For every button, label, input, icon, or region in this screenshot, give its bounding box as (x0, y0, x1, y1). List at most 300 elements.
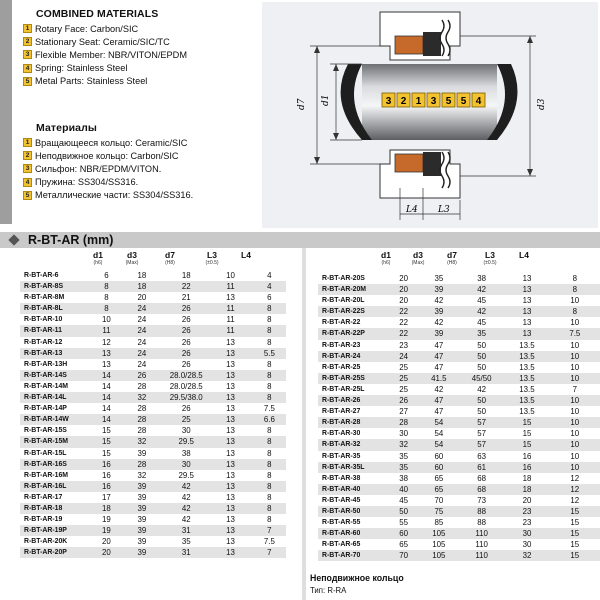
dimension-cell: 13 (226, 426, 235, 436)
dimension-cell: 4 (253, 281, 286, 292)
table-row (318, 328, 600, 339)
number-badge-icon: 2 (23, 151, 32, 160)
dimension-cell: 14 (93, 414, 120, 425)
dimension-cell: 16 (102, 470, 111, 480)
dimension-cell: 8 (253, 325, 286, 336)
dimension-cell: 50 (477, 407, 487, 417)
model-code-cell: R-BT-AR-50 (318, 506, 389, 517)
dimension-cell: 18 (522, 473, 532, 483)
dimension-cell: 13 (208, 481, 252, 492)
model-code-cell: R-BT-AR-16L (20, 481, 93, 492)
model-code-cell: R-BT-AR-16S (20, 459, 93, 470)
dimension-cell: 35 (434, 274, 444, 283)
table-row (20, 270, 286, 281)
dimension-cell: 13.5 (519, 407, 535, 417)
table-row (318, 517, 600, 528)
dimension-cell: 26 (181, 404, 191, 414)
model-code-cell: R-BT-AR-27 (322, 408, 361, 416)
dimension-cell: 7.5 (263, 537, 275, 547)
table-row (318, 473, 600, 484)
model-code-cell: R-BT-AR-32 (318, 439, 389, 450)
model-code-cell: R-BT-AR-17 (24, 493, 63, 501)
dimension-cell: 6 (267, 293, 272, 303)
model-code-cell: R-BT-AR-13 (20, 348, 93, 359)
dimension-cell: 20 (399, 274, 408, 283)
dimension-cell: 8 (253, 370, 286, 381)
dimension-cell: 38 (181, 448, 191, 458)
column-header-tolerance: (h6) (381, 260, 391, 266)
dimension-cell: 26 (164, 303, 208, 314)
dimension-cell: 39 (137, 448, 147, 458)
dimension-cell: 10 (570, 429, 580, 439)
dimension-cell: 8 (253, 481, 286, 492)
dimension-cell: 20 (137, 293, 147, 303)
dimension-cell: 31 (164, 547, 208, 558)
dimension-cell: 18 (137, 271, 147, 280)
dimension-cell: 39 (419, 284, 459, 295)
dimension-cell: 24 (389, 351, 419, 362)
dimension-cell: 18 (93, 503, 120, 514)
number-badge-icon: 4 (23, 64, 32, 73)
model-code-cell: R-BT-AR-20K (24, 538, 68, 546)
model-code-cell: R-BT-AR-20S (322, 275, 365, 282)
dimension-cell: 73 (477, 495, 487, 505)
dimension-cell: 15 (93, 436, 120, 447)
model-code-cell: R-BT-AR-65 (322, 541, 361, 549)
column-header-tolerance: (±0.5) (205, 260, 219, 266)
table-row (318, 428, 600, 439)
dimension-cell: 39 (120, 547, 164, 558)
column-header-label: d3 (127, 250, 137, 260)
dimension-cell: 20 (389, 284, 419, 295)
model-code-cell: R-BT-AR-25 (322, 363, 361, 371)
table-row (20, 414, 286, 425)
dimension-cell: 14 (93, 392, 120, 403)
model-code-cell: R-BT-AR-38 (322, 474, 361, 482)
dimension-cell: 57 (477, 429, 487, 439)
column-header (120, 250, 144, 266)
material-text: Flexible Member: NBR/VITON/EPDM (35, 49, 187, 60)
model-code-cell: R-BT-AR-26 (318, 395, 389, 406)
material-item (25, 176, 193, 189)
dimension-cell: 13 (208, 459, 252, 470)
dimension-cell: 10 (102, 315, 111, 325)
dimension-cell: 50 (477, 340, 487, 350)
dimension-cell: 13 (226, 537, 235, 547)
dimension-cell: 26 (120, 370, 164, 381)
dimension-cell: 13.5 (504, 395, 549, 406)
table-row (318, 495, 600, 506)
model-code-cell: R-BT-AR-15M (20, 436, 93, 447)
table-row (20, 492, 286, 503)
table-row (20, 425, 286, 436)
dimension-cell: 8 (267, 426, 272, 436)
dimension-cell: 23 (522, 518, 532, 528)
dimension-cell: 24 (120, 325, 164, 336)
dimension-cell: 13 (226, 359, 235, 369)
material-text: Metal Parts: Stainless Steel (35, 76, 148, 87)
table-row (318, 528, 600, 539)
dimension-cell: 8 (267, 359, 272, 369)
dimension-cell: 18 (181, 271, 191, 280)
column-header-label: d7 (447, 250, 457, 260)
dimension-cell: 10 (550, 373, 600, 384)
dimension-cell: 50 (477, 362, 487, 372)
dimension-cell: 8 (253, 436, 286, 447)
dimension-cell: 45/50 (459, 373, 504, 384)
model-code-cell: R-BT-AR-19 (24, 516, 63, 524)
materials-en-section (25, 8, 187, 88)
table-row (318, 417, 600, 428)
dimension-cell: 28 (137, 404, 147, 414)
dimension-cell: 13 (504, 284, 549, 295)
dimension-cell: 30 (522, 540, 532, 550)
dimension-cell: 10 (226, 271, 235, 280)
dimension-cell: 16 (93, 459, 120, 470)
number-badge-icon: 1 (23, 138, 32, 147)
dim-label-d7: d7 (297, 98, 307, 110)
dimension-cell: 13 (208, 414, 252, 425)
dimension-cell: 14 (102, 381, 111, 391)
model-code-cell: R-BT-AR-14W (20, 414, 93, 425)
model-code-cell: R-BT-AR-20M (318, 284, 389, 295)
dimension-cell: 8 (267, 337, 272, 347)
dimension-cell: 110 (475, 540, 488, 550)
dimension-cell: 7.5 (263, 404, 275, 414)
table-title-bar (0, 232, 600, 248)
dimension-cell: 68 (477, 473, 487, 483)
column-header (374, 250, 398, 266)
model-code-cell: R-BT-AR-15S (24, 427, 67, 435)
material-text: Металлические части: SS304/SS316. (35, 190, 194, 201)
right-spec-table (318, 273, 600, 561)
table-row (20, 314, 286, 325)
table-row (20, 292, 286, 303)
model-code-cell: R-BT-AR-11 (20, 325, 93, 336)
dimension-cell: 15 (504, 417, 549, 428)
dimension-cell: 12 (550, 484, 600, 495)
table-row (318, 295, 600, 306)
table-row (20, 525, 286, 536)
dimension-cell: 42 (434, 296, 444, 306)
table-row (20, 403, 286, 414)
part-badge-number: 5 (460, 96, 467, 107)
dimension-cell: 10 (570, 296, 580, 306)
part-badge-number: 3 (385, 96, 392, 107)
column-header-label: L4 (241, 250, 251, 260)
dimension-cell: 47 (419, 351, 459, 362)
table-row (318, 362, 600, 373)
model-code-cell: R-BT-AR-15L (24, 449, 67, 457)
materials-ru-title: Материалы (36, 122, 97, 134)
model-code-cell: R-BT-AR-22 (322, 319, 361, 327)
model-code-cell: R-BT-AR-19P (20, 525, 93, 536)
dimension-cell: 6 (104, 271, 109, 280)
dimension-cell: 7.5 (550, 328, 600, 339)
dimension-cell: 42 (477, 384, 487, 394)
dimension-cell: 65 (419, 484, 459, 495)
dimension-cell: 70 (434, 495, 444, 505)
column-header (158, 250, 182, 266)
dimension-cell: 63 (477, 451, 487, 461)
material-text: Rotary Face: Carbon/SIC (35, 23, 139, 34)
table-row (20, 381, 286, 392)
dimension-cell: 31 (164, 525, 208, 536)
dimension-cell: 42 (434, 384, 444, 394)
housing-top (380, 12, 460, 60)
dimension-cell: 28 (389, 417, 419, 428)
dimension-cell: 13 (208, 503, 252, 514)
dimension-cell: 65 (399, 540, 408, 550)
dimension-cell: 13 (226, 492, 235, 502)
dimension-cell: 50 (459, 351, 504, 362)
dimension-cell: 28 (120, 414, 164, 425)
dimension-cell: 39 (419, 328, 459, 339)
material-item (25, 189, 194, 202)
dimension-cell: 22 (389, 306, 419, 317)
dimension-cell: 50 (389, 506, 419, 517)
table-row (318, 384, 600, 395)
dimension-cell: 25 (399, 384, 408, 394)
dimension-cell: 13.5 (519, 362, 535, 372)
dimension-cell: 85 (434, 518, 444, 528)
dimension-cell: 28.0/28.5 (164, 370, 208, 381)
dimension-cell: 13 (522, 296, 532, 306)
dimension-cell: 26 (181, 359, 191, 369)
dimension-cell: 8 (253, 459, 286, 470)
material-text: Stationary Seat: Ceramic/SIC/TC (35, 36, 170, 47)
dimension-cell: 22 (164, 281, 208, 292)
column-header (478, 250, 502, 266)
table-row (20, 370, 286, 381)
dimension-cell: 13 (208, 547, 252, 558)
dimension-cell: 35 (389, 462, 419, 473)
column-header-label: L4 (519, 250, 529, 260)
part-badge-number: 2 (400, 96, 407, 107)
dimension-cell: 13 (226, 515, 235, 525)
dimension-cell: 29.5 (164, 436, 208, 447)
dimension-cell: 6.6 (253, 414, 286, 425)
dimension-cell: 24 (137, 315, 147, 325)
materials-ru-section (25, 122, 194, 202)
dimension-cell: 32 (120, 392, 164, 403)
material-item (25, 22, 187, 35)
model-code-cell: R-BT-AR-22P (318, 328, 389, 339)
dimension-cell: 16 (504, 462, 549, 473)
dimension-cell: 8 (253, 503, 286, 514)
dimension-cell: 20 (102, 537, 111, 547)
seal-drawing (262, 2, 598, 228)
dimension-cell: 28 (137, 381, 147, 391)
table-row (318, 284, 600, 295)
table-row (318, 439, 600, 450)
dimension-cell: 60 (419, 462, 459, 473)
column-header (86, 250, 110, 266)
materials-en-list (25, 22, 187, 88)
dimension-cell: 15 (102, 448, 111, 458)
dimension-cell: 25 (389, 373, 419, 384)
column-header-tolerance: (Max) (411, 260, 425, 266)
number-badge-icon: 3 (23, 50, 32, 59)
left-spec-table (20, 270, 286, 558)
dimension-cell: 24 (137, 337, 147, 347)
dimension-cell: 25 (399, 362, 408, 372)
dimension-cell: 8 (267, 470, 272, 480)
table-row (20, 392, 286, 403)
table-divider (302, 248, 306, 600)
materials-en-title: COMBINED MATERIALS (36, 8, 159, 20)
dimension-cell: 32 (137, 470, 147, 480)
left-table-header (20, 250, 286, 270)
dimension-cell: 15 (504, 439, 549, 450)
dimension-cell: 7 (253, 547, 286, 558)
part-badge-number: 4 (475, 96, 482, 107)
dimension-cell: 88 (459, 506, 504, 517)
model-code-cell: R-BT-AR-20L (322, 297, 365, 305)
dimension-cell: 39 (137, 515, 147, 525)
table-row (20, 470, 286, 481)
dimension-cell: 13 (522, 274, 532, 283)
dimension-cell: 110 (459, 550, 504, 561)
part-badge-number: 1 (415, 96, 422, 107)
dimension-cell: 35 (399, 451, 408, 461)
footer-type: Тип: R-RA (310, 586, 347, 595)
model-code-cell: R-BT-AR-24 (318, 351, 389, 362)
dimension-cell: 47 (434, 362, 444, 372)
dimension-cell: 26 (164, 348, 208, 359)
dimension-cell: 11 (208, 281, 252, 292)
number-badge-icon: 2 (23, 37, 32, 46)
model-code-cell: R-BT-AR-10 (24, 316, 63, 324)
model-code-cell: R-BT-AR-60 (318, 528, 389, 539)
dimension-cell: 7 (253, 525, 286, 536)
column-header-label: d3 (413, 250, 423, 260)
dimension-cell: 42 (164, 481, 208, 492)
dimension-cell: 10 (570, 340, 580, 350)
dimension-cell: 7 (572, 384, 577, 394)
dimension-cell: 13 (208, 392, 252, 403)
dimension-cell: 10 (550, 395, 600, 406)
footer-title: Неподвижное кольцо (310, 573, 404, 583)
dimension-cell: 24 (137, 359, 147, 369)
dimension-cell: 16 (522, 451, 532, 461)
dimension-cell: 13 (93, 348, 120, 359)
column-header-tolerance: (Max) (125, 260, 139, 266)
dimension-cell: 22 (399, 318, 408, 328)
dimension-cell: 10 (550, 462, 600, 473)
dimension-cell: 41.5 (419, 373, 459, 384)
dimension-cell: 8 (253, 303, 286, 314)
dimension-cell: 27 (399, 407, 408, 417)
dimension-cell: 13 (102, 359, 111, 369)
material-item (25, 62, 187, 75)
dimension-cell: 45 (477, 318, 487, 328)
dimension-cell: 8 (104, 293, 109, 303)
dimension-cell: 13.5 (519, 340, 535, 350)
dimension-cell: 45 (399, 495, 408, 505)
dimension-cell: 32 (504, 550, 549, 561)
model-code-cell: R-BT-AR-35 (322, 452, 361, 460)
column-header (406, 250, 430, 266)
dimension-cell: 38 (399, 473, 408, 483)
column-header-label: d7 (165, 250, 175, 260)
dimension-cell: 4 (267, 271, 272, 280)
model-code-cell: R-BT-AR-6 (24, 272, 59, 279)
dimension-cell: 24 (120, 303, 164, 314)
material-item (25, 75, 187, 88)
dimension-cell: 13 (208, 436, 252, 447)
dimension-cell: 21 (181, 293, 191, 303)
dimension-cell: 13 (226, 448, 235, 458)
table-row (20, 503, 286, 514)
number-badge-icon: 4 (23, 178, 32, 187)
dimension-cell: 68 (459, 484, 504, 495)
dimension-cell: 13 (208, 525, 252, 536)
dimension-cell: 54 (419, 417, 459, 428)
dimension-cell: 42 (164, 503, 208, 514)
dimension-cell: 105 (419, 528, 459, 539)
dimension-cell: 32 (120, 436, 164, 447)
model-code-cell: R-BT-AR-20P (20, 547, 93, 558)
dimension-cell: 20 (399, 296, 408, 306)
dimension-cell: 26 (164, 325, 208, 336)
model-code-cell: R-BT-AR-25S (318, 373, 389, 384)
dimension-cell: 47 (434, 340, 444, 350)
model-code-cell: R-BT-AR-13H (24, 360, 68, 368)
dimension-cell: 47 (434, 407, 444, 417)
dimension-cell: 14 (93, 370, 120, 381)
bullet-icon (8, 234, 19, 245)
column-header-label: L3 (207, 250, 217, 260)
dimension-cell: 14 (102, 404, 111, 414)
table-row (20, 325, 286, 336)
model-code-cell: R-BT-AR-30 (322, 430, 361, 438)
dimension-cell: 39 (120, 525, 164, 536)
dimension-cell: 35 (181, 537, 191, 547)
dimension-cell: 88 (477, 518, 487, 528)
dimension-cell: 20 (522, 495, 532, 505)
dimension-cell: 42 (434, 318, 444, 328)
dimension-cell: 8 (550, 306, 600, 317)
dimension-cell: 30 (181, 426, 191, 436)
table-row (20, 536, 286, 547)
dimension-cell: 18 (504, 484, 549, 495)
dimension-cell: 13 (208, 370, 252, 381)
dimension-cell: 29.5 (178, 470, 194, 480)
dimension-cell: 15 (102, 426, 111, 436)
model-code-cell: R-BT-AR-16M (24, 471, 69, 479)
table-row (318, 340, 600, 351)
dimension-cell: 11 (226, 315, 235, 325)
dimension-cell: 60 (389, 528, 419, 539)
dimension-cell: 13 (226, 293, 235, 303)
table-row (318, 451, 600, 462)
model-code-cell: R-BT-AR-45 (322, 496, 361, 504)
dimension-cell: 16 (93, 481, 120, 492)
dimension-cell: 105 (419, 550, 459, 561)
table-row (20, 348, 286, 359)
dimension-cell: 39 (419, 306, 459, 317)
dimension-cell: 42 (181, 492, 191, 502)
dimension-cell: 13 (226, 404, 235, 414)
dimension-cell: 12 (570, 473, 580, 483)
materials-panel (0, 0, 262, 224)
part-badge-number: 3 (430, 96, 437, 107)
dimension-cell: 13 (208, 348, 252, 359)
dimension-cell: 10 (570, 451, 580, 461)
model-code-cell: R-BT-AR-8M (24, 294, 65, 302)
material-item (25, 162, 193, 175)
